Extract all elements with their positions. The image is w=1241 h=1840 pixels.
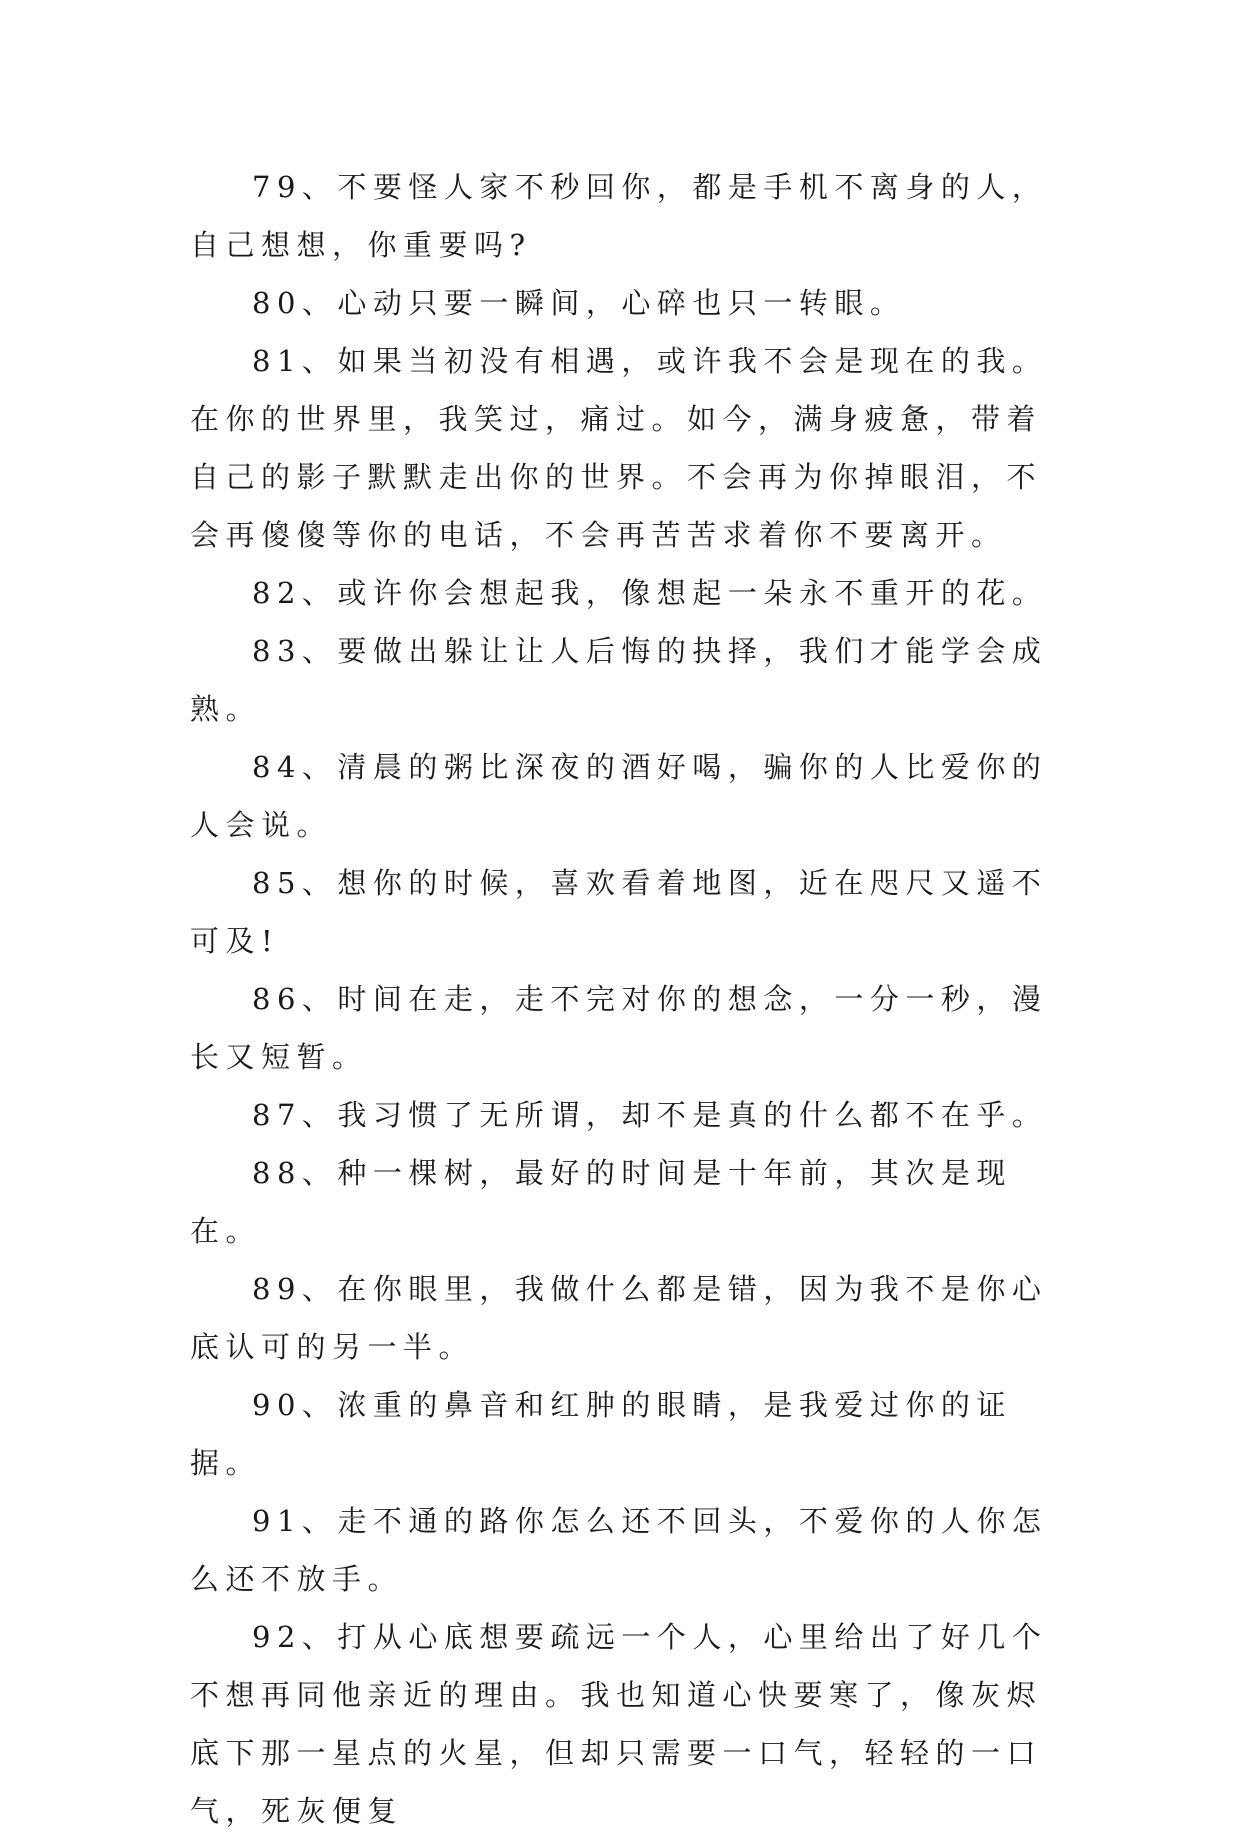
paragraph-81: 81、如果当初没有相遇，或许我不会是现在的我。在你的世界里，我笑过，痛过。如今，满身疲惫，带着自己的影子默默走出你的世界。不会再为你掉眼泪，不会再傻傻等你的电话，不会再苦苦求着你不要离开。	[190, 344, 1048, 552]
paragraph-84: 84、清晨的粥比深夜的酒好喝，骗你的人比爱你的人会说。	[190, 750, 1048, 842]
paragraph-85: 85、想你的时候，喜欢看着地图，近在咫尺又遥不可及!	[190, 866, 1048, 958]
paragraph-91: 91、走不通的路你怎么还不回头，不爱你的人你怎么还不放手。	[190, 1504, 1048, 1596]
paragraph-87: 87、我习惯了无所谓，却不是真的什么都不在乎。	[252, 1098, 1048, 1132]
paragraph-90: 90、浓重的鼻音和红肿的眼睛，是我爱过你的证据。	[190, 1388, 1012, 1480]
paragraph-92: 92、打从心底想要疏远一个人，心里给出了好几个不想再同他亲近的理由。我也知道心快要寒了，像灰烬底下那一星点的火星，但却只需要一口气，轻轻的一口气，死灰便复	[190, 1620, 1048, 1828]
paragraph-80: 80、心动只要一瞬间，心碎也只一转眼。	[252, 286, 906, 320]
paragraph-88: 88、种一棵树，最好的时间是十年前，其次是现在。	[190, 1156, 1012, 1248]
paragraph-89: 89、在你眼里，我做什么都是错，因为我不是你心底认可的另一半。	[190, 1272, 1048, 1364]
paragraph-86: 86、时间在走，走不完对你的想念，一分一秒，漫长又短暂。	[190, 982, 1048, 1074]
document-body	[190, 158, 1070, 1840]
paragraph-82: 82、或许你会想起我，像想起一朵永不重开的花。	[252, 576, 1048, 610]
paragraph-79: 79、不要怪人家不秒回你，都是手机不离身的人，自己想想，你重要吗?	[190, 170, 1048, 262]
paragraph-83: 83、要做出躲让让人后悔的抉择，我们才能学会成熟。	[190, 634, 1048, 726]
